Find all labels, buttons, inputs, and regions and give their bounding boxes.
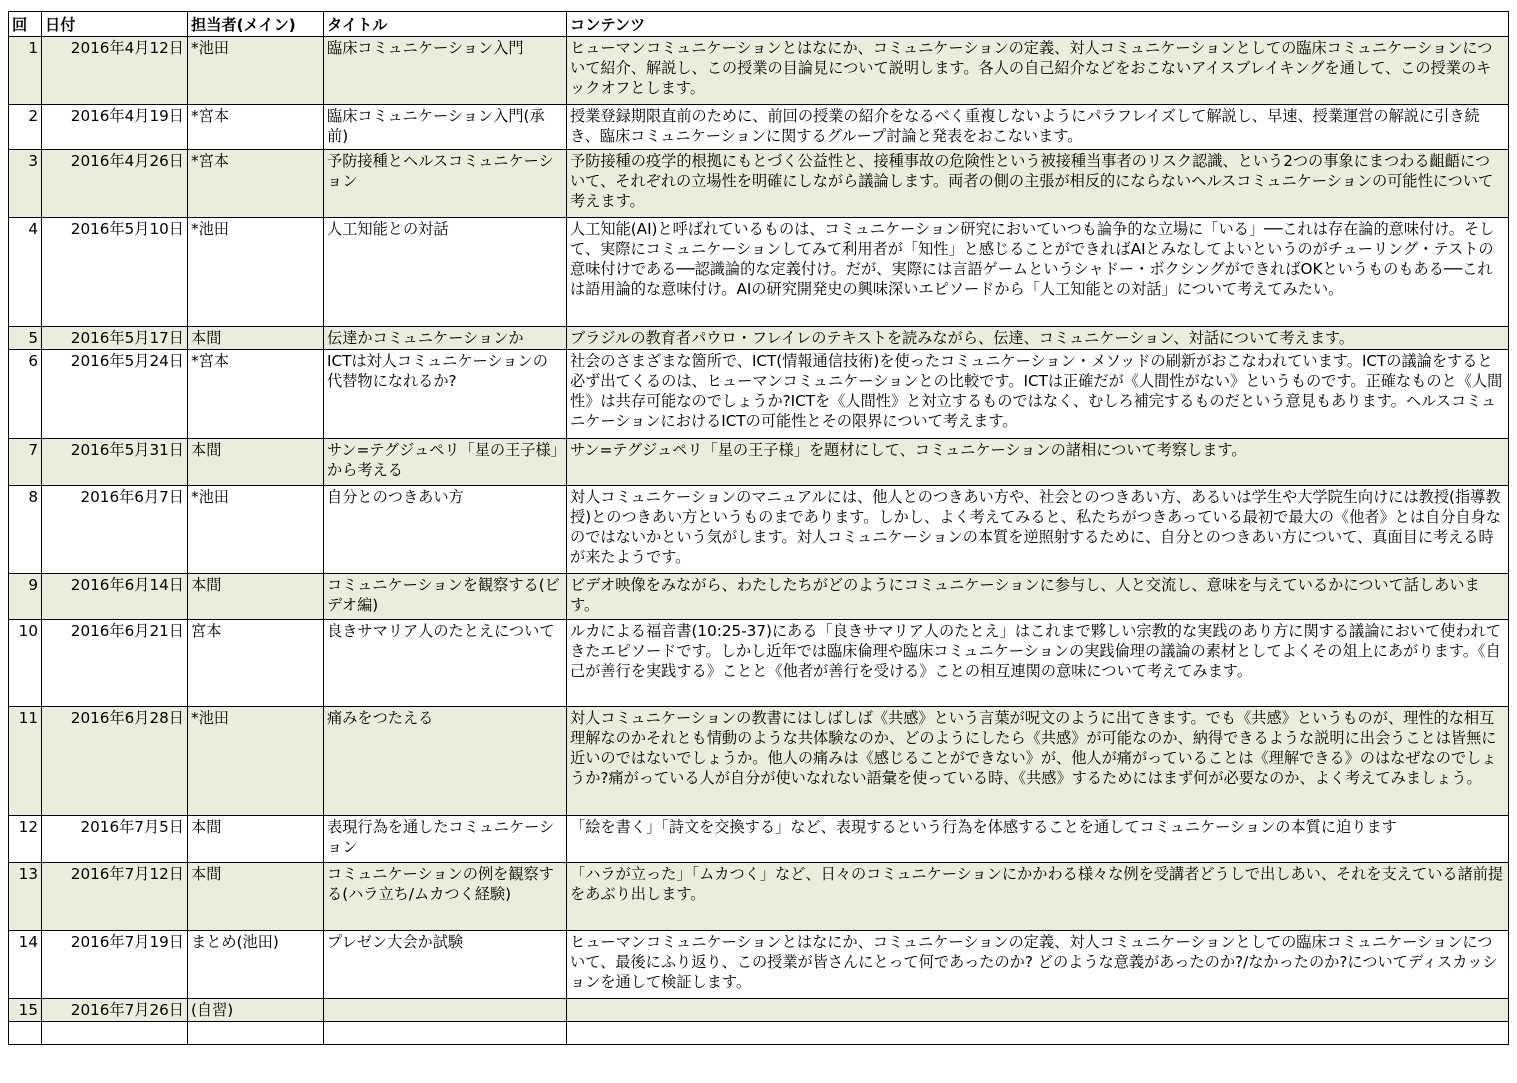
cell-content: 対人コミュニケーションのマニュアルには、他人とのつきあい方や、社会とのつきあい方、あるいは学生や大学院生向けには教授(指導教授)とのつきあい方というものまであります。しかし、よく考えてみると、私たちがつきあっている最初で最大の《他者》とは自分自身なのではないかという気がします。対人コミュニケーションの本質を逆照射するために、自分とのつきあい方について、真面目に考える時が来たようです。 <box>567 486 1509 574</box>
cell-date: 2016年5月17日 <box>42 327 188 350</box>
cell-title: サン=テグジュペリ「星の王子様」から考える <box>324 439 567 486</box>
table-row <box>9 486 1509 574</box>
table-row <box>9 931 1509 999</box>
cell-content: ヒューマンコミュニケーションとはなにか、コミュニケーションの定義、対人コミュニケーションとしての臨床コミュニケーションについて、最後にふり返り、この授業が皆さんにとって何であったのか? どのような意義があったのか?/なかったのか?についてディスカッションを通して検証します。 <box>567 931 1509 999</box>
table-row <box>9 620 1509 707</box>
table-row <box>9 439 1509 486</box>
cell-content: ブラジルの教育者パウロ・フレイレのテキストを読みながら、伝達、コミュニケーション、対話について考えます。 <box>567 327 1509 350</box>
cell-date: 2016年4月26日 <box>42 150 188 218</box>
empty-row <box>9 1022 1509 1045</box>
cell-content: ビデオ映像をみながら、わたしたちがどのようにコミュニケーションに参与し、人と交流し、意味を与えているかについて話しあいます。 <box>567 574 1509 620</box>
cell-no: 2 <box>9 105 42 150</box>
cell-lecturer: *池田 <box>188 707 324 816</box>
cell-date: 2016年5月24日 <box>42 350 188 439</box>
cell-content: 「絵を書く」「詩文を交換する」など、表現するという行為を体感することを通してコミュニケーションの本質に迫ります <box>567 816 1509 863</box>
cell-date: 2016年6月21日 <box>42 620 188 707</box>
cell-no: 14 <box>9 931 42 999</box>
cell-date: 2016年7月5日 <box>42 816 188 863</box>
cell-date: 2016年5月31日 <box>42 439 188 486</box>
cell-no: 10 <box>9 620 42 707</box>
cell-lecturer: 本間 <box>188 863 324 931</box>
cell-date: 2016年6月7日 <box>42 486 188 574</box>
cell-date: 2016年4月12日 <box>42 37 188 105</box>
cell-no: 5 <box>9 327 42 350</box>
cell-lecturer: 本間 <box>188 574 324 620</box>
cell-date: 2016年4月19日 <box>42 105 188 150</box>
schedule-table <box>8 11 1509 1045</box>
header-content: コンテンツ <box>567 12 1509 37</box>
cell-content: 人工知能(AI)と呼ばれているものは、コミュニケーション研究においていつも論争的な立場に「いる」──これは存在論的意味付け。そして、実際にコミュニケーションしてみて利用者が「知性」と感じることができればAIとみなしてよいというのがチューリング・テストの意味付けである──認識論的な定義付け。だが、実際には言語ゲームというシャドー・ボクシングができればOKというものもある──これは語用論的な意味付け。AIの研究開発史の興味深いエピソードから「人工知能との対話」について考えてみたい。 <box>567 218 1509 327</box>
cell-lecturer: *宮本 <box>188 105 324 150</box>
cell-title: 予防接種とヘルスコミュニケーション <box>324 150 567 218</box>
cell-no: 4 <box>9 218 42 327</box>
cell-date: 2016年6月28日 <box>42 707 188 816</box>
cell-content: ルカによる福音書(10:25-37)にある「良きサマリア人のたとえ」はこれまで夥しい宗教的な実践のあり方に関する議論において使われてきたエピソードです。しかし近年では臨床倫理や臨床コミュニケーションの実践倫理の議論の素材としてよくその俎上にあがります。《自己が善行を実践する》ことと《他者が善行を受ける》ことの相互連関の意味について考えてみます。 <box>567 620 1509 707</box>
cell-no: 3 <box>9 150 42 218</box>
table-row <box>9 37 1509 105</box>
header-no: 回 <box>9 12 42 37</box>
cell-no: 9 <box>9 574 42 620</box>
cell-content <box>567 1022 1509 1045</box>
cell-lecturer: *池田 <box>188 486 324 574</box>
cell-content: 予防接種の疫学的根拠にもとづく公益性と、接種事故の危険性という被接種当事者のリスク認識、という2つの事象にまつわる齟齬について、それぞれの立場性を明確にしながら議論します。両者の側の主張が相反的にならないヘルスコミュニケーションの可能性について考えます。 <box>567 150 1509 218</box>
cell-title: プレゼン大会か試験 <box>324 931 567 999</box>
cell-content: サン=テグジュペリ「星の王子様」を題材にして、コミュニケーションの諸相について考察します。 <box>567 439 1509 486</box>
cell-content <box>567 999 1509 1022</box>
cell-no: 13 <box>9 863 42 931</box>
cell-date: 2016年6月14日 <box>42 574 188 620</box>
cell-lecturer <box>188 1022 324 1045</box>
header-lecturer: 担当者(メイン) <box>188 12 324 37</box>
cell-lecturer: 宮本 <box>188 620 324 707</box>
cell-title: コミュニケーションの例を観察する(ハラ立ち/ムカつく経験) <box>324 863 567 931</box>
cell-no: 15 <box>9 999 42 1022</box>
cell-date: 2016年7月26日 <box>42 999 188 1022</box>
cell-no: 8 <box>9 486 42 574</box>
cell-lecturer: *池田 <box>188 218 324 327</box>
cell-no: 11 <box>9 707 42 816</box>
cell-lecturer: *宮本 <box>188 350 324 439</box>
cell-lecturer: 本間 <box>188 327 324 350</box>
cell-title: ICTは対人コミュニケーションの代替物になれるか? <box>324 350 567 439</box>
cell-content: 社会のさまざまな箇所で、ICT(情報通信技術)を使ったコミュニケーション・メソッドの刷新がおこなわれています。ICTの議論をすると必ず出てくるのは、ヒューマンコミュニケーションとの比較です。ICTは正確だが《人間性がない》というものです。正確なものと《人間性》は共存可能なのでしょうか?ICTを《人間性》と対立するものではなく、むしろ補完するものだという意見もあります。ヘルスコミュニケーションにおけるICTの可能性とその限界について考えます。 <box>567 350 1509 439</box>
table-row <box>9 707 1509 816</box>
cell-lecturer: まとめ(池田) <box>188 931 324 999</box>
cell-lecturer: *宮本 <box>188 150 324 218</box>
cell-title <box>324 1022 567 1045</box>
cell-title: 自分とのつきあい方 <box>324 486 567 574</box>
cell-title: 表現行為を通したコミュニケーション <box>324 816 567 863</box>
cell-title: 臨床コミュニケーション入門 <box>324 37 567 105</box>
cell-no: 12 <box>9 816 42 863</box>
schedule-sheet <box>8 11 1508 1045</box>
cell-date: 2016年7月12日 <box>42 863 188 931</box>
cell-title: 臨床コミュニケーション入門(承前) <box>324 105 567 150</box>
cell-title: 良きサマリア人のたとえについて <box>324 620 567 707</box>
table-row <box>9 999 1509 1022</box>
table-row <box>9 105 1509 150</box>
table-row <box>9 150 1509 218</box>
header-row <box>9 12 1509 37</box>
cell-lecturer: *池田 <box>188 37 324 105</box>
header-title: タイトル <box>324 12 567 37</box>
cell-content: 授業登録期限直前のために、前回の授業の紹介をなるべく重複しないようにパラフレイズして解説し、早速、授業運営の解説に引き続き、臨床コミュニケーションに関するグループ討論と発表をおこないます。 <box>567 105 1509 150</box>
cell-no <box>9 1022 42 1045</box>
cell-title: コミュニケーションを観察する(ビデオ編) <box>324 574 567 620</box>
cell-date: 2016年7月19日 <box>42 931 188 999</box>
cell-no: 7 <box>9 439 42 486</box>
cell-content: ヒューマンコミュニケーションとはなにか、コミュニケーションの定義、対人コミュニケーションとしての臨床コミュニケーションについて紹介、解説し、この授業の目論見について説明します。各人の自己紹介などをおこないアイスブレイキングを通して、この授業のキックオフとします。 <box>567 37 1509 105</box>
cell-lecturer: (自習) <box>188 999 324 1022</box>
table-row <box>9 218 1509 327</box>
cell-lecturer: 本間 <box>188 816 324 863</box>
header-date: 日付 <box>42 12 188 37</box>
cell-date <box>42 1022 188 1045</box>
cell-title: 人工知能との対話 <box>324 218 567 327</box>
table-row <box>9 816 1509 863</box>
cell-content: 「ハラが立った」「ムカつく」など、日々のコミュニケーションにかかわる様々な例を受講者どうしで出しあい、それを支えている諸前提をあぶり出します。 <box>567 863 1509 931</box>
cell-no: 1 <box>9 37 42 105</box>
cell-title <box>324 999 567 1022</box>
table-row <box>9 574 1509 620</box>
cell-title: 伝達かコミュニケーションか <box>324 327 567 350</box>
table-row <box>9 327 1509 350</box>
cell-lecturer: 本間 <box>188 439 324 486</box>
cell-date: 2016年5月10日 <box>42 218 188 327</box>
cell-title: 痛みをつたえる <box>324 707 567 816</box>
table-row <box>9 350 1509 439</box>
cell-content: 対人コミュニケーションの教書にはしばしば《共感》という言葉が呪文のように出てきます。でも《共感》というものが、理性的な相互理解なのかそれとも情動のような共体験なのか、どのようにしたら《共感》が可能なのか、納得できるような説明に出会うことは皆無に近いのではないでしょうか。他人の痛みは《感じることができない》が、他人が痛がっていることは《理解できる》のはなぜなのでしょうか?痛がっている人が自分が使いなれない語彙を使っている時、《共感》するためにはまず何が必要なのか、よく考えてみましょう。 <box>567 707 1509 816</box>
cell-no: 6 <box>9 350 42 439</box>
table-row <box>9 863 1509 931</box>
